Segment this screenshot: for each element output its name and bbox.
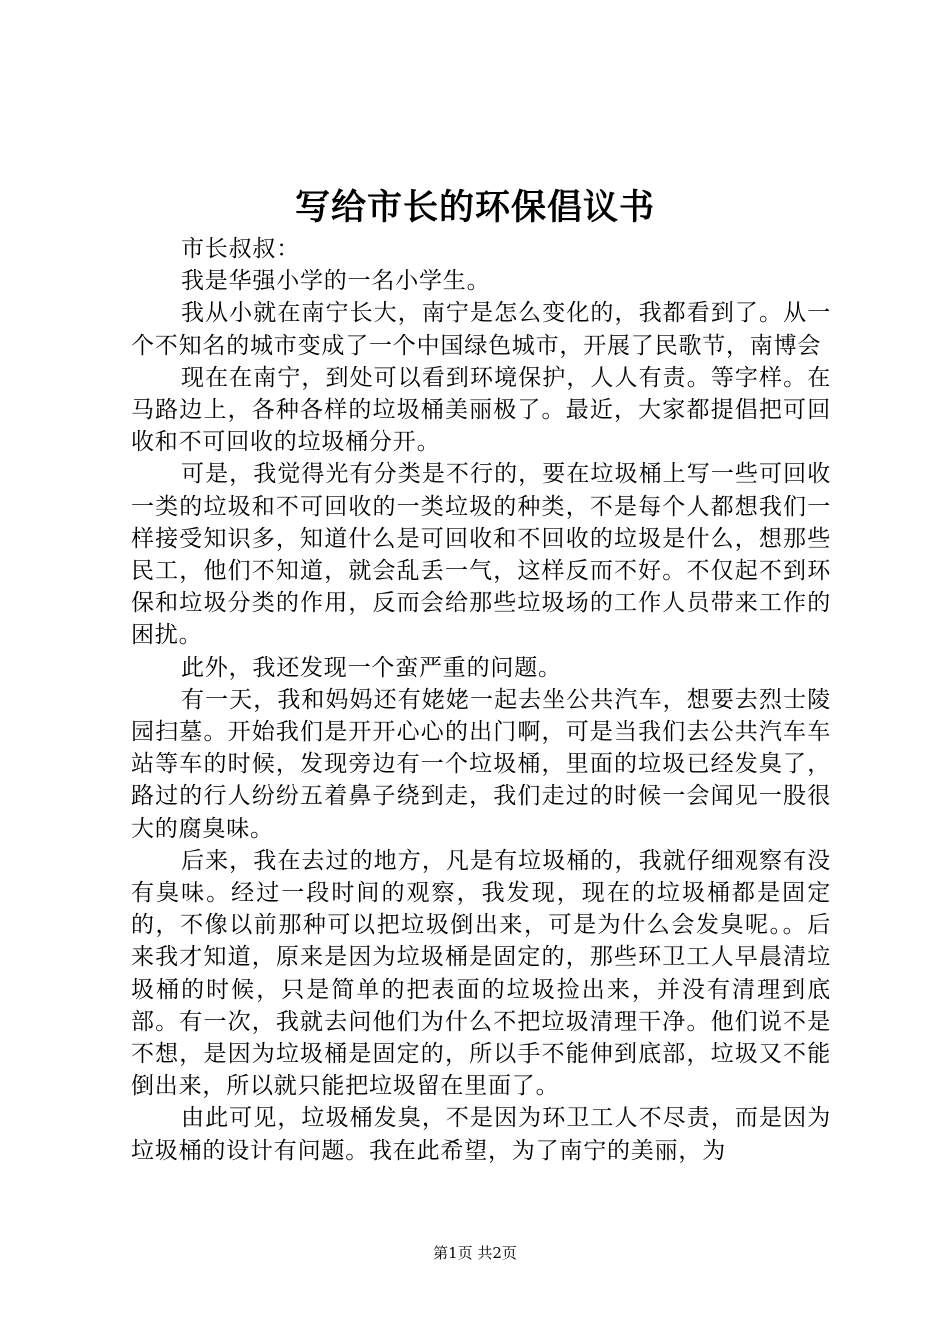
document-body xyxy=(131,233,831,1167)
paragraph-salutation: 市长叔叔： xyxy=(181,236,300,262)
paragraph-environment-protection: 现在在南宁，到处可以看到环境保护，人人有责。等字样。在马路边上，各种各样的垃圾桶美丽极了。最近，大家都提倡把可回收和不可回收的垃圾桶分开。 xyxy=(131,364,831,456)
page-footer: 第1页 共2页 xyxy=(433,1244,517,1262)
paragraph-nanning-changes: 我从小就在南宁长大，南宁是怎么变化的，我都看到了。从一个不知名的城市变成了一个中国绿色城市，开展了民歌节，南博会 xyxy=(131,300,831,359)
paragraph-bus-stop-story: 有一天，我和妈妈还有姥姥一起去坐公共汽车，想要去烈士陵园扫墓。开始我们是开开心心的出门啊，可是当我们去公共汽车车站等车的时候，发现旁边有一个垃圾桶，里面的垃圾已经发臭了，路过的行人纷纷五着鼻子绕到走，我们走过的时候一会闻见一股很大的腐臭味。 xyxy=(131,686,831,842)
paragraph-conclusion: 由此可见，垃圾桶发臭，不是因为环卫工人不尽责，而是因为垃圾桶的设计有问题。我在此希望，为了南宁的美丽，为 xyxy=(131,1105,831,1164)
paragraph-another-problem: 此外，我还发现一个蛮严重的问题。 xyxy=(181,654,562,681)
paragraph-observation: 后来，我在去过的地方，凡是有垃圾桶的，我就仔细观察有没有臭味。经过一段时间的观察，我发现，现在的垃圾桶都是固定的，不像以前那种可以把垃圾倒出来，可是为什么会发臭呢。。后来我才知道，原来是因为垃圾桶是固定的，那些环卫工人早晨清垃圾桶的时候，只是简单的把表面的垃圾捡出来，并没有清理到底部。有一次，我就去问他们为什么不把垃圾清理干净。他们说不是不想，是因为垃圾桶是固定的，所以手不能伸到底部，垃圾又不能倒出来，所以就只能把垃圾留在里面了。 xyxy=(131,847,831,1100)
document-title: 写给市长的环保倡议书 xyxy=(294,187,655,228)
paragraph-sorting-suggestion: 可是，我觉得光有分类是不行的，要在垃圾桶上写一些可回收一类的垃圾和不可回收的一类垃圾的种类，不是每个人都想我们一样接受知识多，知道什么是可回收和不回收的垃圾是什么，想那些民工，他们不知道，就会乱丢一气，这样反而不好。不仅起不到环保和垃圾分类的作用，反而会给那些垃圾场的工作人员带来工作的困扰。 xyxy=(131,461,831,649)
paragraph-introduction: 我是华强小学的一名小学生。 xyxy=(181,268,491,295)
